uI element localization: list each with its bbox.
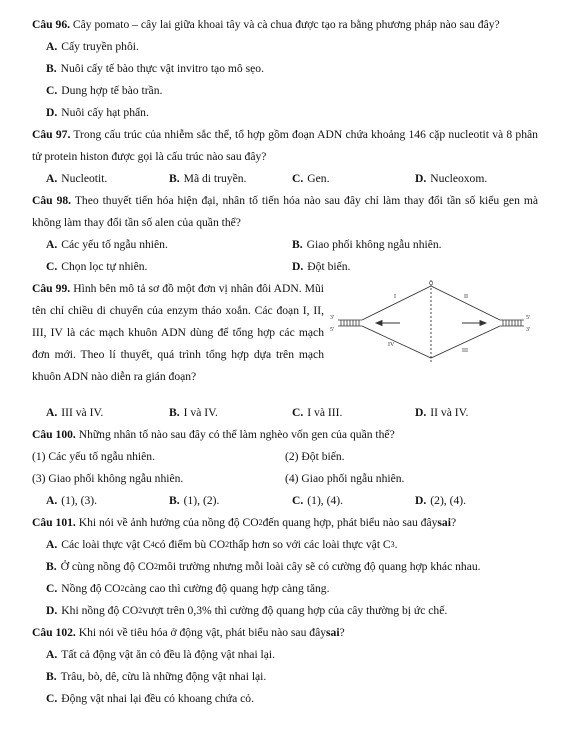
question-stem: Theo thuyết tiến hóa hiện đại, nhân tố tiến hóa nào sau đây chỉ làm thay đổi tần số kiểu gen mà không làm thay đổi tần số alen của quần thể? [32, 194, 538, 229]
segment-label-i: I [394, 294, 396, 300]
left-duplex [338, 320, 362, 326]
option-b[interactable]: B. Mã di truyền. [169, 172, 247, 186]
option-d[interactable]: D. Nucleoxom. [415, 172, 488, 186]
question-text: Câu 102. Khi nói về tiêu hóa ở động vật, phát biểu nào sau đây sai ? [32, 626, 345, 640]
segment-label-ii: II [464, 294, 468, 300]
option-d[interactable]: D. II và IV. [415, 406, 469, 420]
option-a[interactable]: A. (1), (3). [46, 494, 98, 508]
option-a[interactable]: A. Các loài thực vật C 4 có điểm bù CO 2 thấp hơn so với các loài thực vật C 3 . [46, 538, 398, 552]
question-stem: Hình bên mô tả sơ đồ một đơn vị nhân đôi ADN. Mũi tên chỉ chiều di chuyển của enzym tháo xoắn. Các đoạn I, II, III, IV là các mạch khuôn ADN dùng để tổng hợp các mạch đơn mới. Theo lí thuyết, quá trình tổng hợp dựa trên mạch khuôn ADN nào diễn ra gián đoạn? [32, 282, 325, 383]
option-d[interactable]: D. Nuôi cấy hạt phấn. [46, 106, 149, 120]
option-d[interactable]: D. Đột biến. [292, 260, 351, 274]
question-text [32, 278, 324, 388]
question-number: Câu 100. [32, 428, 76, 442]
option-c[interactable]: C. Nồng độ CO 2 càng cao thì cường độ quang hợp càng tăng. [46, 582, 330, 596]
question-number: Câu 96. [32, 18, 71, 31]
option-c[interactable]: C. Chọn lọc tự nhiên. [46, 260, 148, 274]
exam-page [32, 14, 538, 710]
diagram-labels [330, 281, 530, 354]
replication-bubble [362, 280, 500, 362]
statement: (4) Giao phối ngẫu nhiên. [285, 472, 405, 486]
question-stem: Trong cấu trúc của nhiễm sắc thể, tổ hợp gồm đoạn ADN chứa khoảng 146 cặp nucleotit và 8 phân tử protein histon được gọi là cấu trúc nào sau đây? [32, 128, 538, 163]
question-99 [32, 278, 538, 424]
question-number: Câu 98. [32, 194, 72, 207]
question-98 [32, 190, 538, 278]
question-text [32, 14, 538, 36]
option-b[interactable]: B. Giao phối không ngẫu nhiên. [292, 238, 442, 252]
options-row [32, 402, 538, 424]
option-a[interactable]: A. III và IV. [46, 406, 104, 420]
end-label: 3' [330, 315, 335, 321]
statements-row [32, 446, 538, 468]
question-number: Câu 102. [32, 626, 76, 640]
question-101 [32, 512, 538, 622]
options-row [32, 256, 538, 278]
question-text [32, 124, 538, 168]
option-c[interactable]: C. Dung hợp tế bào trần. [46, 84, 163, 98]
options-row [32, 234, 538, 256]
right-duplex [500, 320, 524, 326]
question-number: Câu 99. [32, 282, 71, 295]
question-stem: Cây pomato – cây lai giữa khoai tây và cà chua được tạo ra bằng phương pháp nào sau đây? [72, 18, 500, 31]
question-100 [32, 424, 538, 512]
end-label: 3' [526, 327, 531, 333]
emphasis-word: sai [326, 626, 340, 640]
statement: (1) Các yếu tố ngẫu nhiên. [32, 450, 155, 464]
option-b[interactable]: B. Ở cùng nồng độ CO 2 môi trường nhưng mỗi loài cây sẽ có cường độ quang hợp khác nhau. [46, 560, 481, 574]
option-b[interactable]: B. (1), (2). [169, 494, 220, 508]
question-99-body [32, 278, 538, 402]
option-a[interactable]: A. Các yếu tố ngẫu nhiên. [46, 238, 168, 252]
question-text: Câu 101. Khi nói về ảnh hưởng của nồng độ CO 2 đến quang hợp, phát biểu nào sau đây sai ? [32, 516, 457, 530]
segment-label-iii: III [462, 348, 468, 354]
options-row [32, 490, 538, 512]
question-text [32, 190, 538, 234]
option-b[interactable]: B. Nuôi cấy tế bào thực vật invitro tạo mô sẹo. [46, 62, 264, 76]
end-label: 5' [330, 327, 335, 333]
statement: (3) Giao phối không ngẫu nhiên. [32, 472, 184, 486]
question-96 [32, 14, 538, 124]
option-c[interactable]: C. Gen. [292, 172, 330, 186]
option-a[interactable]: A. Nucleotit. [46, 172, 108, 186]
dna-replication-diagram [328, 278, 534, 362]
question-text [32, 424, 538, 446]
statements-row [32, 468, 538, 490]
statement: (2) Đột biến. [285, 450, 345, 464]
option-d[interactable]: D. (2), (4). [415, 494, 467, 508]
question-number: Câu 97. [32, 128, 71, 141]
option-b[interactable]: B. Trâu, bò, dê, cừu là những động vật nhai lại. [46, 670, 267, 684]
option-c[interactable]: C. (1), (4). [292, 494, 344, 508]
option-c[interactable]: C. I và III. [292, 406, 343, 420]
question-number: Câu 101. [32, 516, 76, 530]
option-a[interactable]: A. Tất cả động vật ăn cỏ đều là động vật nhai lại. [46, 648, 276, 662]
emphasis-word: sai [437, 516, 451, 530]
question-97 [32, 124, 538, 190]
segment-label-iv: IV [388, 342, 395, 348]
option-b[interactable]: B. I và IV. [169, 406, 218, 420]
origin-label: O [429, 281, 434, 287]
option-d[interactable]: D. Khi nồng độ CO 2 vượt trên 0,3% thì cường độ quang hợp của cây thường bị ức chế. [46, 604, 448, 618]
option-a[interactable]: A. Cấy truyền phôi. [46, 40, 139, 54]
end-label: 5' [526, 315, 531, 321]
question-stem: Những nhân tố nào sau đây có thể làm nghèo vốn gen của quần thể? [78, 428, 395, 442]
options-row [32, 168, 538, 190]
option-c[interactable]: C. Động vật nhai lại đều có khoang chứa cỏ. [46, 692, 254, 706]
question-102 [32, 622, 538, 710]
